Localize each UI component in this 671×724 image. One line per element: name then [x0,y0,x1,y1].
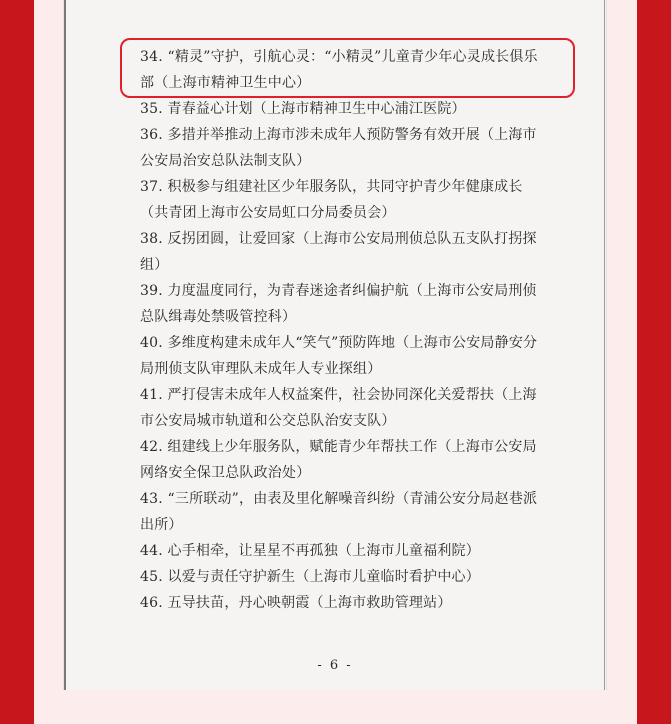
left-red-border [0,0,34,724]
right-red-border [637,0,671,724]
list-item-text: 43. “三所联动”，由表及里化解噪音纠纷（青浦公安分局赵巷派出所） [140,491,538,533]
list-item-text: 39. 力度温度同行，为青春迷途者纠偏护航（上海市公安局刑侦总队缉毒处禁吸管控科） [140,283,537,325]
page-number-area [64,0,606,724]
list-item-text: 40. 多维度构建未成年人“笑气”预防阵地（上海市公安局静安分局刑侦支队审理队未成年人专业探组） [140,335,538,377]
page-number: - 6 - [317,658,353,673]
list-item-text: 37. 积极参与组建社区少年服务队，共同守护青少年健康成长（共青团上海市公安局虹口分局委员会） [140,179,523,221]
list-item-text: 38. 反拐团圆，让爱回家（上海市公安局刑侦总队五支队打拐探组） [140,231,537,273]
list-item-text: 34. “精灵”守护，引航心灵：“小精灵”儿童青少年心灵成长俱乐部（上海市精神卫生中心） [140,49,538,91]
list-item-text: 42. 组建线上少年服务队，赋能青少年帮扶工作（上海市公安局网络安全保卫总队政治处） [140,439,537,481]
list-item-text: 46. 五导扶苗，丹心映朝霞（上海市救助管理站） [140,595,452,611]
list-item-text: 41. 严打侵害未成年人权益案件，社会协同深化关爱帮扶（上海市公安局城市轨道和公交总队治安支队） [140,387,537,429]
list-item-text: 45. 以爱与责任守护新生（上海市儿童临时看护中心） [140,569,480,585]
list-item-text: 36. 多措并举推动上海市涉未成年人预防警务有效开展（上海市公安局治安总队法制支队） [140,127,537,169]
list-item-text: 44. 心手相牵，让星星不再孤独（上海市儿童福利院） [140,543,480,559]
list-item-text: 35. 青春益心计划（上海市精神卫生中心浦江医院） [140,101,466,117]
bottom-background-band [34,690,637,724]
